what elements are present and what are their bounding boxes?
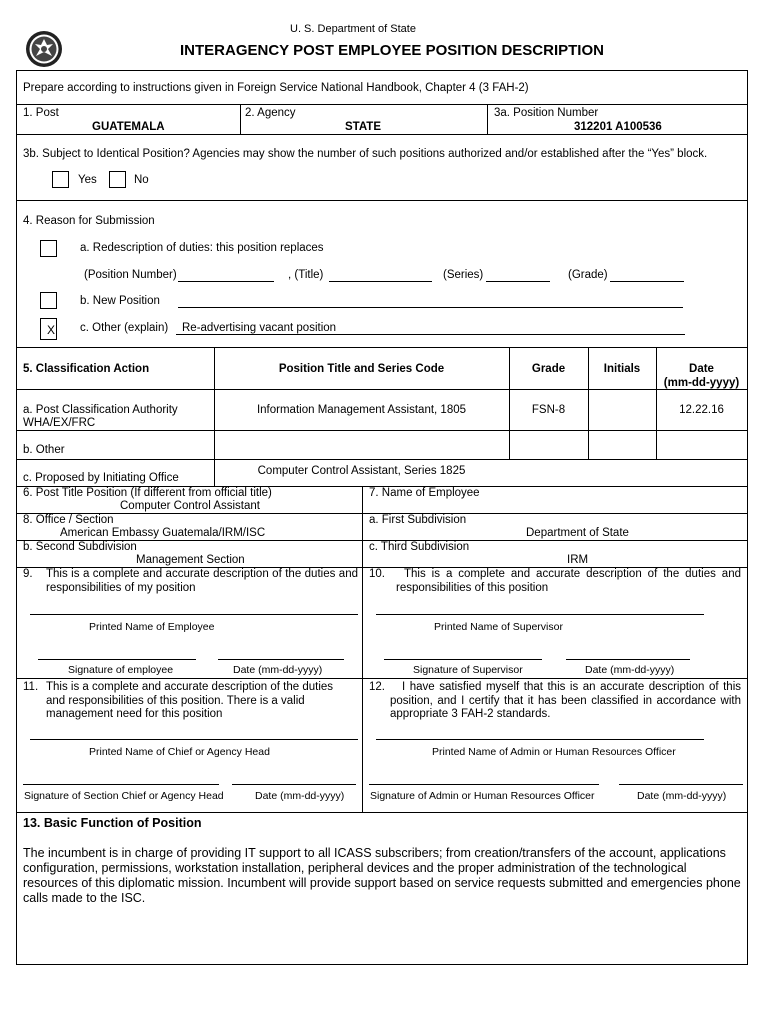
chief-signature-line[interactable] bbox=[23, 784, 219, 785]
agency-value[interactable]: STATE bbox=[345, 121, 381, 133]
cert-12-number: 12. bbox=[369, 681, 385, 693]
col-grade: Grade bbox=[531, 363, 566, 375]
third-subdivision-value[interactable]: IRM bbox=[567, 554, 589, 566]
position-number-line[interactable] bbox=[178, 281, 274, 282]
employee-date-line[interactable] bbox=[218, 659, 344, 660]
title-line[interactable] bbox=[329, 281, 432, 282]
office-section-value[interactable]: American Embassy Guatemala/IRM/ISC bbox=[60, 527, 266, 539]
position-number-field-label: (Position Number) bbox=[84, 269, 177, 281]
post-classification-date[interactable]: 12.22.16 bbox=[679, 404, 724, 416]
post-classification-grade[interactable]: FSN-8 bbox=[531, 404, 566, 416]
position-number-label: 3a. Position Number bbox=[494, 107, 599, 119]
col-position-title: Position Title and Series Code bbox=[278, 363, 445, 375]
post-title-value[interactable]: Computer Control Assistant bbox=[120, 500, 260, 512]
department-name: U. S. Department of State bbox=[290, 23, 416, 35]
redescription-label: a. Redescription of duties: this position replaces bbox=[80, 242, 324, 254]
printed-name-supervisor: Printed Name of Supervisor bbox=[434, 621, 563, 633]
second-subdivision-label: b. Second Subdivision bbox=[23, 541, 137, 553]
new-position-checkbox[interactable] bbox=[40, 292, 57, 309]
classification-heading: 5. Classification Action bbox=[23, 363, 150, 375]
cert-11-text: This is a complete and accurate description of the duties and responsibilities of this position. There is a valid management need for this position bbox=[46, 681, 334, 720]
series-line[interactable] bbox=[486, 281, 550, 282]
other-checkbox-mark: X bbox=[47, 323, 56, 337]
post-classification-label: a. Post Classification Authority bbox=[23, 404, 178, 416]
employee-name-line[interactable] bbox=[30, 614, 358, 615]
proposed-label: c. Proposed by Initiating Office bbox=[23, 472, 179, 484]
reason-heading: 4. Reason for Submission bbox=[23, 215, 155, 227]
grade-line[interactable] bbox=[610, 281, 684, 282]
redescription-checkbox[interactable] bbox=[40, 240, 57, 257]
series-field-label: (Series) bbox=[443, 269, 484, 281]
supervisor-name-line[interactable] bbox=[376, 614, 704, 615]
basic-function-heading: 13. Basic Function of Position bbox=[23, 816, 202, 830]
cert-10-text: This is a complete and accurate description of the duties and responsibilities of this position bbox=[396, 568, 741, 594]
no-label: No bbox=[134, 174, 149, 186]
supervisor-signature-line[interactable] bbox=[384, 659, 542, 660]
employee-name-label: 7. Name of Employee bbox=[369, 487, 480, 499]
chief-name-line[interactable] bbox=[30, 739, 358, 740]
col-initials: Initials bbox=[603, 363, 641, 375]
frame-left bbox=[16, 70, 17, 965]
first-subdivision-value[interactable]: Department of State bbox=[526, 527, 629, 539]
other-label: c. Other (explain) bbox=[80, 322, 169, 334]
admin-signature-line[interactable] bbox=[369, 784, 599, 785]
chief-date-line[interactable] bbox=[232, 784, 356, 785]
position-number-value[interactable]: 312201 A100536 bbox=[574, 121, 662, 133]
supervisor-date-line[interactable] bbox=[566, 659, 690, 660]
printed-name-employee: Printed Name of Employee bbox=[89, 621, 215, 633]
cert-12-text: I have satisfied myself that this is an accurate description of this position, and I certify that it has been classified in accordance with appropriate 3 FAH-2 standards. bbox=[390, 681, 741, 720]
post-title-label: 6. Post Title Position (If different from official title) bbox=[23, 487, 272, 499]
grade-field-label: (Grade) bbox=[568, 269, 608, 281]
cert-10-number: 10. bbox=[369, 568, 385, 580]
no-checkbox[interactable] bbox=[109, 171, 126, 188]
office-section-label: 8. Office / Section bbox=[23, 514, 114, 526]
col-date: Date bbox=[689, 363, 714, 375]
employee-signature-line[interactable] bbox=[38, 659, 196, 660]
third-subdivision-label: c. Third Subdivision bbox=[369, 541, 470, 553]
frame-right bbox=[747, 70, 748, 965]
new-position-line[interactable] bbox=[178, 307, 683, 308]
printed-name-admin: Printed Name of Admin or Human Resources Officer bbox=[432, 746, 676, 758]
post-label: 1. Post bbox=[23, 107, 59, 119]
agency-label: 2. Agency bbox=[245, 107, 296, 119]
cert-11-number: 11. bbox=[23, 681, 39, 693]
admin-date-line[interactable] bbox=[619, 784, 743, 785]
col-date-format: (mm-dd-yyyy) bbox=[663, 377, 740, 389]
cert-9-number: 9. bbox=[23, 568, 33, 580]
first-subdivision-label: a. First Subdivision bbox=[369, 514, 467, 526]
admin-date-label: Date (mm-dd-yyyy) bbox=[637, 790, 727, 802]
printed-name-chief: Printed Name of Chief or Agency Head bbox=[89, 746, 270, 758]
instructions: Prepare according to instructions given in Foreign Service National Handbook, Chapter 4 (3 FAH-2) bbox=[23, 82, 529, 94]
other-line bbox=[176, 334, 685, 335]
form-title: INTERAGENCY POST EMPLOYEE POSITION DESCRIPTION bbox=[180, 42, 604, 59]
yes-label: Yes bbox=[78, 174, 97, 186]
frame-top bbox=[16, 70, 747, 71]
chief-date-label: Date (mm-dd-yyyy) bbox=[255, 790, 345, 802]
employee-date-label: Date (mm-dd-yyyy) bbox=[233, 664, 323, 676]
yes-checkbox[interactable] bbox=[52, 171, 69, 188]
signature-supervisor-label: Signature of Supervisor bbox=[413, 664, 523, 676]
title-field-label: , (Title) bbox=[288, 269, 324, 281]
seal-icon bbox=[25, 30, 63, 68]
proposed-title[interactable]: Computer Control Assistant, Series 1825 bbox=[257, 465, 466, 477]
supervisor-date-label: Date (mm-dd-yyyy) bbox=[585, 664, 675, 676]
cert-9-text: This is a complete and accurate description of the duties and responsibilities of my position bbox=[46, 568, 358, 594]
frame-bottom bbox=[16, 964, 747, 965]
signature-chief-label: Signature of Section Chief or Agency Head bbox=[24, 790, 224, 802]
identical-position-question: 3b. Subject to Identical Position? Agencies may show the number of such positions authorized and/or established after the “Yes” block. bbox=[23, 148, 708, 160]
post-classification-title[interactable]: Information Management Assistant, 1805 bbox=[256, 404, 467, 416]
basic-function-text[interactable]: The incumbent is in charge of providing IT support to all ICASS subscribers; from creation/transfers of the account, applications configuration, permissions, workstation installation, peripheral devices and the proper administration of the technological resources of this diplomatic mission. Incumbent will provide support based on service requests submitted and emergencies phone calls made to the ISC. bbox=[23, 846, 741, 905]
department-seal bbox=[25, 30, 63, 68]
other-classification-label: b. Other bbox=[23, 444, 65, 456]
admin-name-line[interactable] bbox=[376, 739, 704, 740]
signature-employee-label: Signature of employee bbox=[68, 664, 174, 676]
post-classification-label2: WHA/EX/FRC bbox=[23, 417, 96, 429]
post-value[interactable]: GUATEMALA bbox=[92, 121, 165, 133]
other-value[interactable]: Re-advertising vacant position bbox=[182, 322, 337, 334]
signature-admin-label: Signature of Admin or Human Resources Officer bbox=[370, 790, 595, 802]
new-position-label: b. New Position bbox=[80, 295, 160, 307]
second-subdivision-value[interactable]: Management Section bbox=[136, 554, 245, 566]
